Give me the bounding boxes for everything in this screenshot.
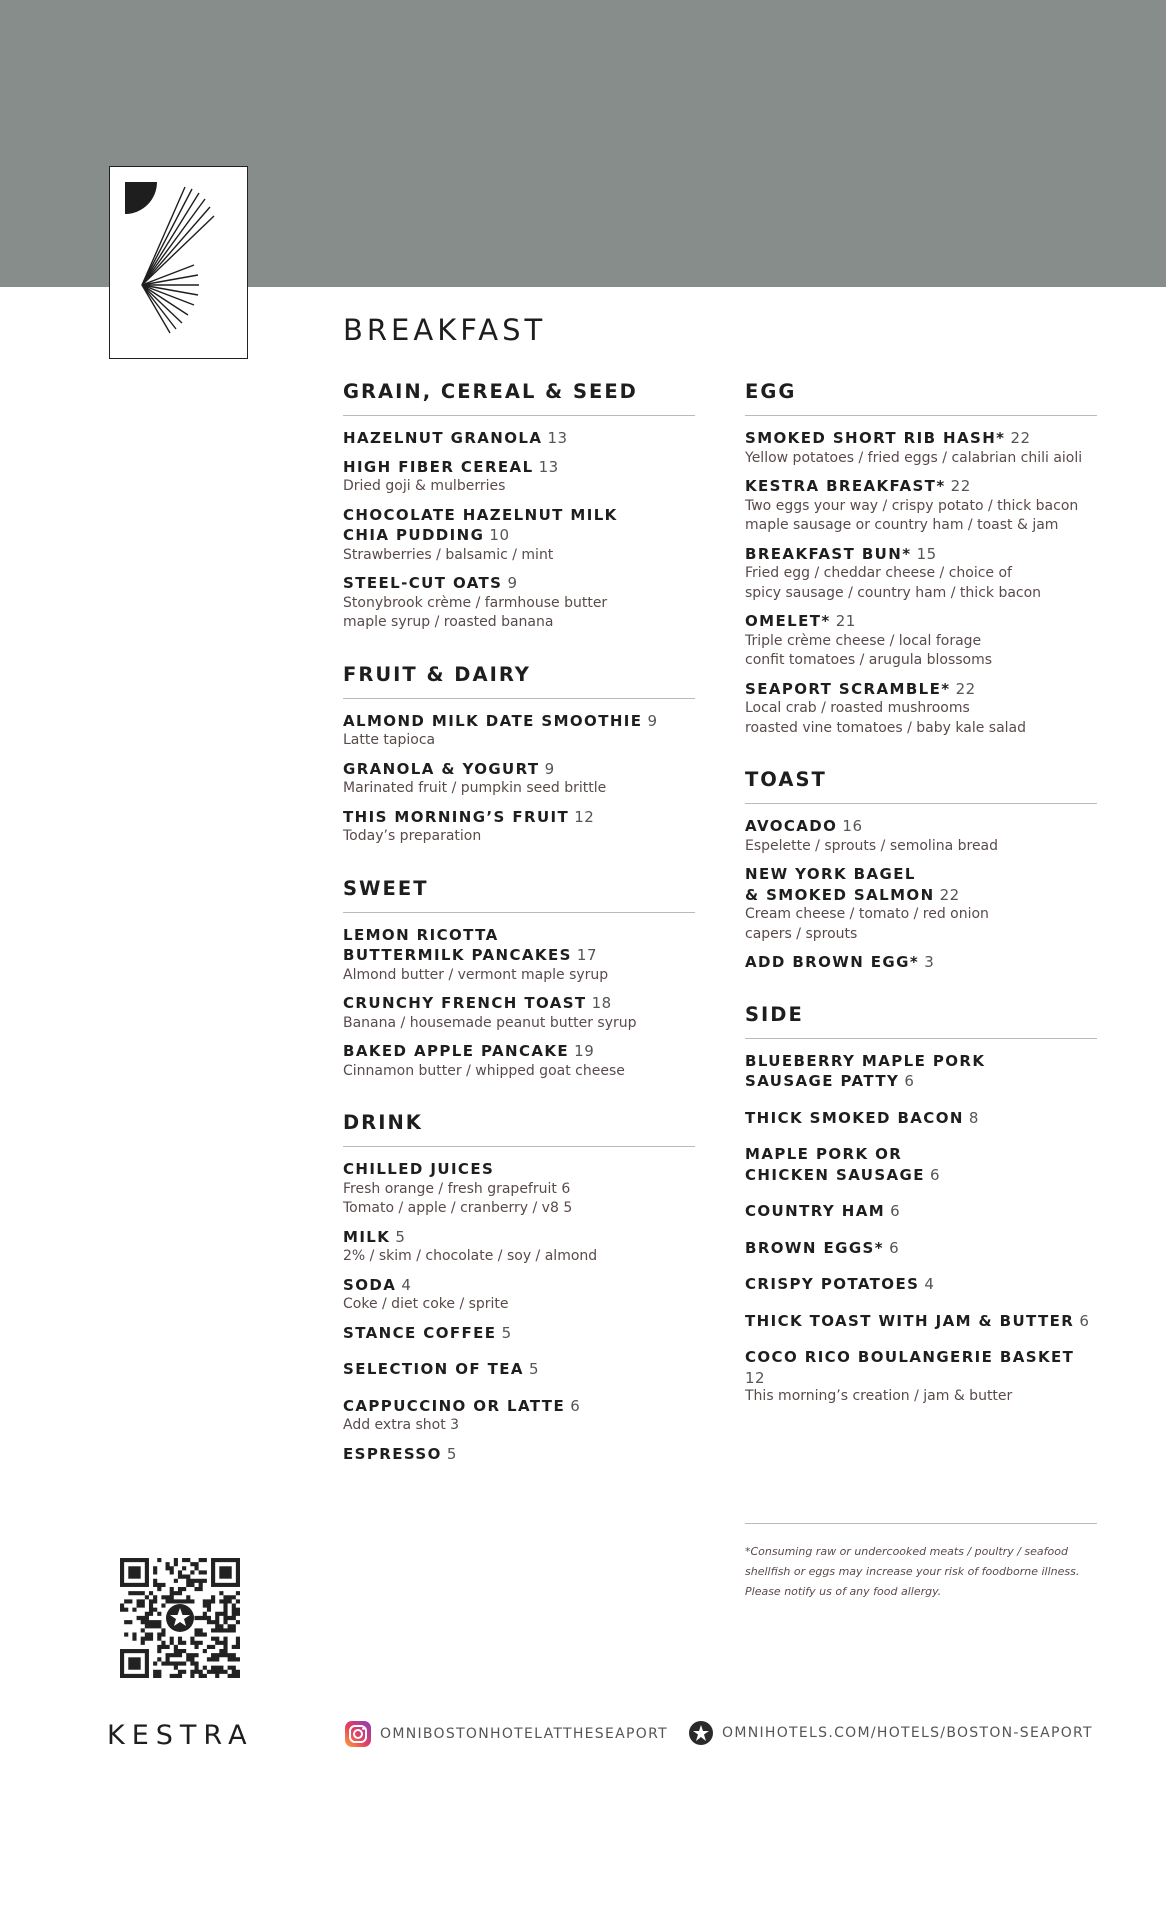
- item-price: 9: [507, 574, 518, 592]
- item-price: 3: [924, 953, 935, 971]
- menu-item: [343, 1041, 695, 1081]
- allergy-disclaimer: *Consuming raw or undercooked meats / poultry / seafood shellfish or eggs may increase your risk of foodborne illness. Please notify us of any food allergy.: [745, 1523, 1097, 1602]
- item-price: 6: [570, 1396, 581, 1415]
- item-price: 13: [538, 457, 559, 476]
- kestra-bird-icon: [110, 167, 249, 360]
- instagram-link[interactable]: [344, 1720, 668, 1748]
- menu-item: [343, 1396, 695, 1436]
- item-description: Fresh orange / fresh grapefruit 6 Tomato / apple / cranberry / v8 5: [343, 1180, 573, 1216]
- item-description: Banana / housemade peanut butter syrup: [343, 1014, 637, 1031]
- menu-item: [745, 611, 1097, 671]
- section-title: EGG: [745, 380, 1097, 416]
- item-name: SMOKED SHORT RIB HASH*: [745, 429, 1006, 447]
- item-price: 15: [916, 544, 937, 563]
- item-name: CRISPY POTATOES: [745, 1275, 920, 1293]
- menu-item: [343, 1275, 695, 1315]
- item-name: CHOCOLATE HAZELNUT MILK CHIA PUDDING: [343, 505, 618, 544]
- item-price: 5: [501, 1323, 512, 1342]
- menu-item: [745, 1347, 1097, 1406]
- item-name: THICK TOAST WITH JAM & BUTTER: [745, 1311, 1075, 1330]
- item-name: MAPLE PORK OR CHICKEN SAUSAGE: [745, 1145, 925, 1184]
- item-name: STEEL-CUT OATS: [343, 574, 503, 592]
- item-description: Stonybrook crème / farmhouse butter maple syrup / roasted banana: [343, 594, 608, 630]
- item-price: 16: [842, 817, 863, 835]
- menu-item: [745, 1201, 1097, 1222]
- item-price: 18: [591, 994, 612, 1012]
- menu-item: [343, 759, 695, 799]
- section-side: [745, 1003, 1097, 1407]
- item-price: 5: [529, 1360, 540, 1378]
- menu-item: [343, 1227, 695, 1267]
- menu-item: [745, 544, 1097, 604]
- section-title: DRINK: [343, 1111, 695, 1147]
- item-name: ESPRESSO: [343, 1444, 442, 1463]
- item-name: BLUEBERRY MAPLE PORK SAUSAGE PATTY: [745, 1051, 986, 1090]
- menu-item: [343, 807, 695, 847]
- kestra-logo: [109, 166, 248, 359]
- item-name: SODA: [343, 1275, 397, 1294]
- section-title: TOAST: [745, 768, 1097, 804]
- item-price: 12: [574, 807, 595, 826]
- item-name: LEMON RICOTTA BUTTERMILK PANCAKES: [343, 925, 572, 964]
- menu-item: [343, 428, 695, 449]
- omni-logo-icon: [688, 1720, 714, 1746]
- menu-item: [745, 816, 1097, 856]
- item-name: MILK: [343, 1227, 391, 1246]
- item-description: This morning’s creation / jam & butter: [745, 1387, 1013, 1404]
- item-name: OMELET*: [745, 612, 831, 630]
- item-description: Coke / diet coke / sprite: [343, 1296, 509, 1312]
- item-name: BREAKFAST BUN*: [745, 544, 912, 563]
- item-price: 4: [924, 1275, 935, 1293]
- item-name: COCO RICO BOULANGERIE BASKET: [745, 1348, 1075, 1366]
- item-description: Strawberries / balsamic / mint: [343, 546, 554, 563]
- item-price: 13: [547, 429, 568, 447]
- page-title: BREAKFAST: [343, 313, 547, 347]
- item-description: Triple crème cheese / local forage confit tomatoes / arugula blossoms: [745, 632, 993, 668]
- item-name: THIS MORNING’S FRUIT: [343, 807, 570, 826]
- item-description: Cream cheese / tomato / red onion capers / sprouts: [745, 906, 989, 942]
- right-menu-column: [745, 380, 1097, 1436]
- item-price: 6: [890, 1202, 901, 1220]
- item-description: Yellow potatoes / fried eggs / calabrian chili aioli: [745, 449, 1083, 466]
- instagram-icon: [344, 1720, 372, 1748]
- item-name: CAPPUCCINO OR LATTE: [343, 1396, 566, 1415]
- item-price: 21: [835, 612, 856, 630]
- menu-item: [343, 1444, 695, 1465]
- item-description: Local crab / roasted mushrooms roasted vine tomatoes / baby kale salad: [745, 700, 1026, 736]
- menu-item: [745, 1274, 1097, 1295]
- item-name: BROWN EGGS*: [745, 1238, 884, 1257]
- item-name: KESTRA BREAKFAST*: [745, 477, 946, 495]
- section-toast: [745, 768, 1097, 973]
- item-price: 6: [930, 1165, 941, 1184]
- menu-item: [343, 1323, 695, 1344]
- item-name: HIGH FIBER CEREAL: [343, 457, 534, 476]
- menu-item: [343, 925, 695, 986]
- item-description: Fried egg / cheddar cheese / choice of spicy sausage / country ham / thick bacon: [745, 565, 1042, 601]
- section-fruit-dairy: [343, 663, 695, 847]
- item-name: CHILLED JUICES: [343, 1160, 495, 1178]
- item-price: 9: [647, 711, 658, 730]
- item-description: Latte tapioca: [343, 732, 436, 748]
- menu-item: [745, 1144, 1097, 1185]
- item-description: Espelette / sprouts / semolina bread: [745, 837, 999, 854]
- item-price: 22: [950, 477, 971, 495]
- item-name: BAKED APPLE PANCAKE: [343, 1042, 570, 1060]
- item-price: 17: [576, 946, 597, 964]
- item-name: SEAPORT SCRAMBLE*: [745, 679, 951, 698]
- menu-item: [745, 864, 1097, 944]
- item-description: Marinated fruit / pumpkin seed brittle: [343, 780, 607, 796]
- item-description: Cinnamon butter / whipped goat cheese: [343, 1062, 625, 1079]
- item-price: 6: [1079, 1311, 1090, 1330]
- section-sweet: [343, 877, 695, 1082]
- section-drink: [343, 1111, 695, 1464]
- item-description: Almond butter / vermont maple syrup: [343, 966, 609, 983]
- menu-item: [343, 457, 695, 497]
- item-description: Today’s preparation: [343, 828, 482, 844]
- item-name: STANCE COFFEE: [343, 1323, 497, 1342]
- website-url: OMNIHOTELS.COM/HOTELS/BOSTON-SEAPORT: [722, 1725, 1093, 1741]
- section-grain-cereal-seed: [343, 380, 695, 633]
- item-name: ADD BROWN EGG*: [745, 953, 920, 971]
- menu-item: [343, 1159, 695, 1219]
- menu-item: [745, 1311, 1097, 1332]
- instagram-handle: OMNIBOSTONHOTELATTHESEAPORT: [380, 1726, 668, 1742]
- item-name: CRUNCHY FRENCH TOAST: [343, 994, 587, 1012]
- menu-item: [745, 1051, 1097, 1092]
- menu-item: [745, 952, 1097, 973]
- item-price: 22: [939, 885, 960, 904]
- section-title: GRAIN, CEREAL & SEED: [343, 380, 695, 416]
- item-price: 4: [401, 1275, 412, 1294]
- section-title: FRUIT & DAIRY: [343, 663, 695, 699]
- section-egg: [745, 380, 1097, 738]
- menu-item: [745, 428, 1097, 468]
- item-name: SELECTION OF TEA: [343, 1360, 524, 1378]
- item-name: AVOCADO: [745, 817, 838, 835]
- section-title: SWEET: [343, 877, 695, 913]
- item-price: 8: [968, 1108, 979, 1127]
- qr-code[interactable]: [120, 1558, 240, 1678]
- menu-item: [343, 573, 695, 633]
- item-name: THICK SMOKED BACON: [745, 1108, 964, 1127]
- menu-item: [745, 679, 1097, 739]
- item-description: Add extra shot 3: [343, 1417, 460, 1433]
- item-price: 6: [904, 1072, 915, 1090]
- item-name: GRANOLA & YOGURT: [343, 759, 540, 778]
- item-description: 2% / skim / chocolate / soy / almond: [343, 1248, 598, 1264]
- item-price: 9: [544, 759, 555, 778]
- section-title: SIDE: [745, 1003, 1097, 1039]
- menu-item: [343, 711, 695, 751]
- item-description: Two eggs your way / crispy potato / thick bacon maple sausage or country ham / toast & jam: [745, 497, 1079, 533]
- item-name: ALMOND MILK DATE SMOOTHIE: [343, 711, 643, 730]
- item-price: 6: [889, 1238, 900, 1257]
- menu-item: [343, 505, 695, 566]
- brand-name: KESTRA: [107, 1720, 254, 1751]
- website-link[interactable]: [688, 1720, 1093, 1746]
- menu-item: [745, 1238, 1097, 1259]
- item-price: 12: [745, 1368, 766, 1387]
- item-name: HAZELNUT GRANOLA: [343, 429, 543, 447]
- item-price: 22: [955, 679, 976, 698]
- item-price: 22: [1010, 429, 1031, 447]
- left-menu-column: [343, 380, 695, 1494]
- item-price: 5: [446, 1444, 457, 1463]
- item-name: NEW YORK BAGEL & SMOKED SALMON: [745, 865, 935, 904]
- menu-item: [745, 1108, 1097, 1129]
- item-price: 10: [489, 526, 510, 544]
- menu-item: [343, 993, 695, 1033]
- item-description: Dried goji & mulberries: [343, 478, 506, 494]
- item-price: 5: [395, 1227, 406, 1246]
- menu-item: [343, 1359, 695, 1380]
- item-price: 19: [574, 1042, 595, 1060]
- item-name: COUNTRY HAM: [745, 1202, 886, 1220]
- menu-item: [745, 476, 1097, 536]
